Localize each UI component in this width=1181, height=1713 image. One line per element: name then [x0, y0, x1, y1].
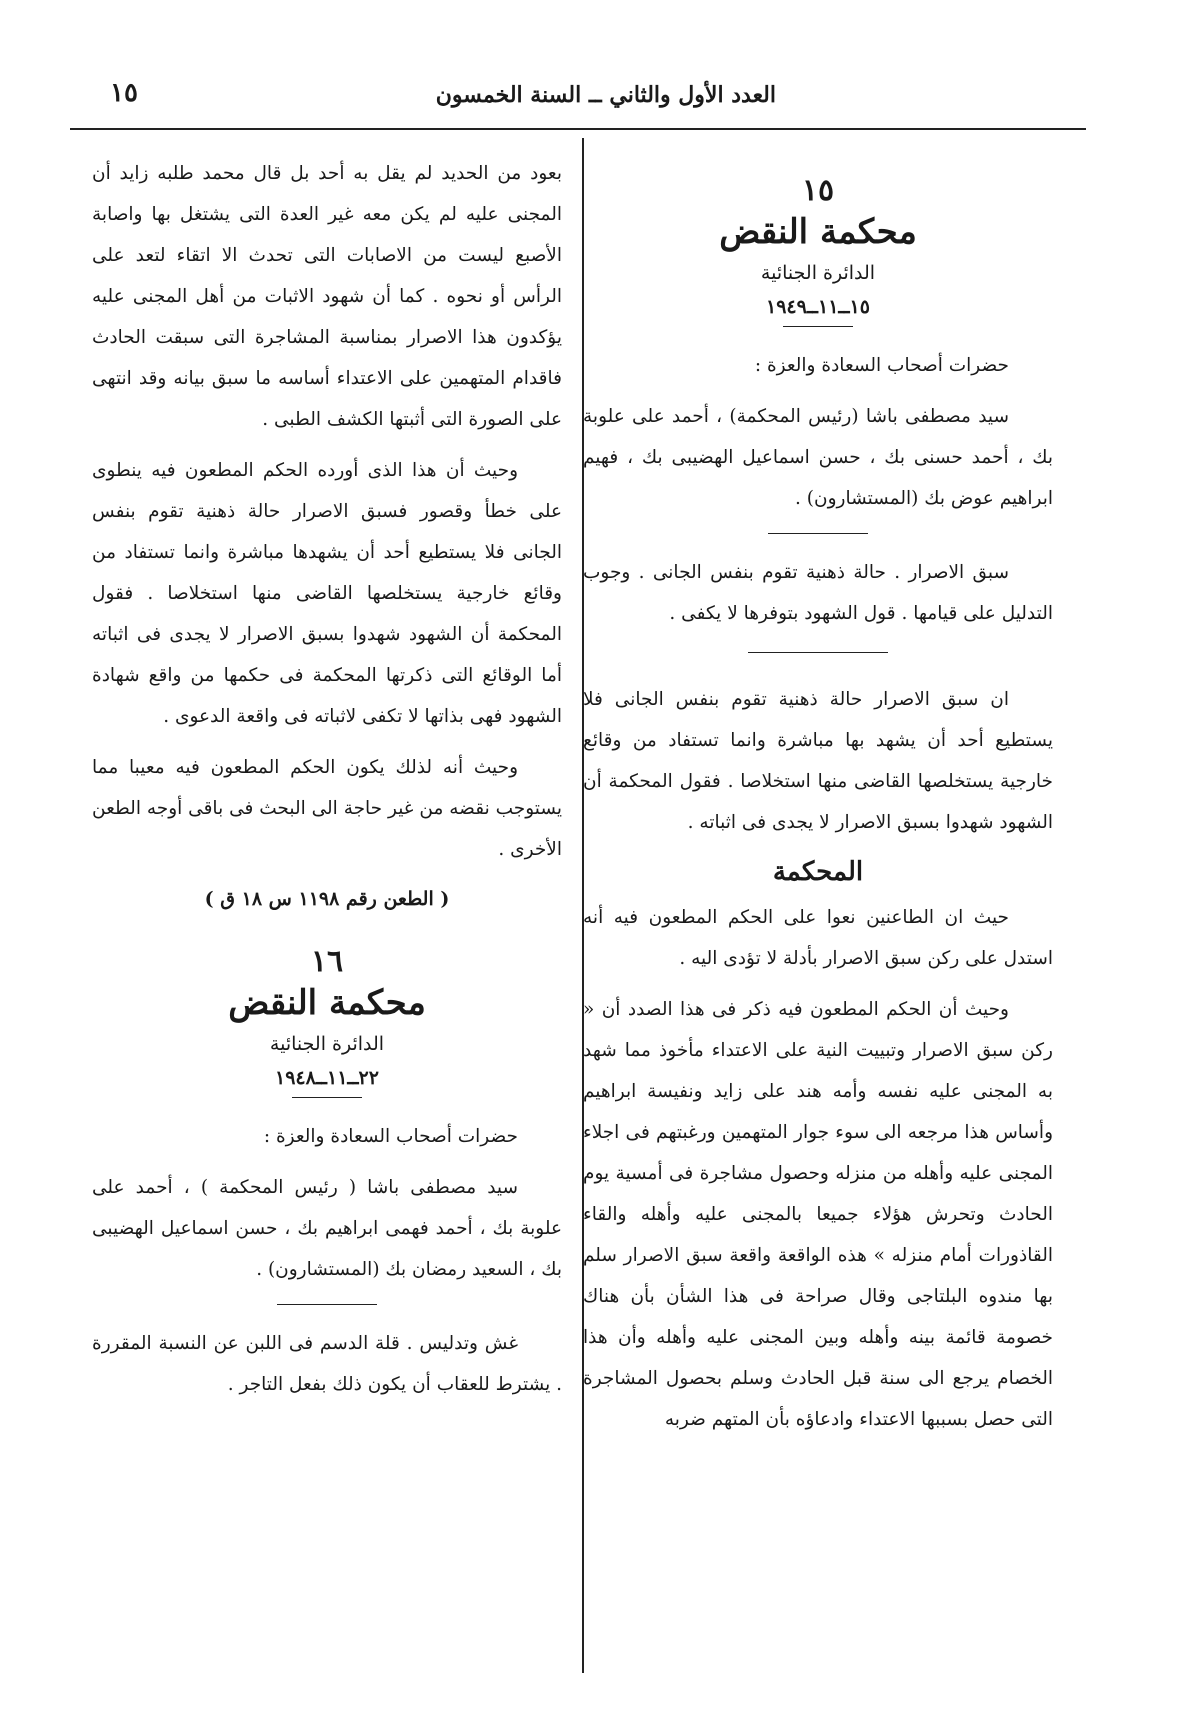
greeting: حضرات أصحاب السعادة والعزة :	[263, 1126, 518, 1147]
header-rule	[70, 128, 1086, 130]
case-date: ١٥ــ١١ــ١٩٤٩	[766, 296, 870, 318]
case-number: ١٥	[801, 173, 835, 208]
date-rule	[292, 1097, 362, 1098]
circuit-name: الدائرة الجنائية	[269, 1033, 385, 1055]
body-paragraph: وحيث أن الحكم المطعون فيه ذكر فى هذا الصدد أن « ركن سبق الاصرار وتبييت النية على الاعتداء مأخوذ مما شهد به المجنى عليه نفسه وأمه هند على زايد ونفيسة ابراهيم وأساس هذا مرجعه الى سوء جوار المتهمين ورغبتهم فى اجلاء المجنى عليه وأهله من منزله وحصول مشاجرة فى أمسية يوم الحادث وتحرش هؤلاء جميعا بالمجنى عليه وأهله والقاء القاذورات أمام منزله » هذه الواقعة واقعة سبق الاصرار سلم بها مندوه البلتاجى وقال صراحة فى هذا الشأن بأن هناك خصومة قائمة بينه وأهله وبين المجنى عليه وأهله وأن هذا الخصام يرجع الى سنة قبل الحادث وسلم بحصول المشاجرة التى حصل بسببها الاعتداء وادعاؤه بأن المتهم ضربه	[583, 999, 1053, 1430]
case-date: ٢٢ــ١١ــ١٩٤٨	[275, 1067, 379, 1089]
judges-list: سيد مصطفى باشا ( رئيس المحكمة ) ، أحمد على علوبة بك ، أحمد فهمى ابراهيم بك ، حسن اسماعيل الهضيبى بك ، السعيد رمضان بك (المستشارون) .	[92, 1177, 562, 1280]
left-column	[92, 153, 562, 1405]
case-summary: سبق الاصرار . حالة ذهنية تقوم بنفس الجانى . وجوب التدليل على قيامها . قول الشهود بتوفرها لا يكفى .	[583, 562, 1053, 624]
body-paragraph: بعود من الحديد لم يقل به أحد بل قال محمد طلبه زايد أن المجنى عليه لم يكن معه غير العدة التى يشتغل بها واصابة الأصبع ليست من الاصابات التى تحدث الا اتقاء لتعد على الرأس أو نحوه . كما أن شهود الاثبات من أهل المجنى عليه يؤكدون هذا الاصرار بمناسبة المشاجرة التى سبقت الحادث فاقدام المتهمين على الاعتداء أساسه ما سبق بيانه وقد انتهى على الصورة التى أثبتها الكشف الطبى .	[92, 163, 562, 430]
greeting: حضرات أصحاب السعادة والعزة :	[754, 355, 1009, 376]
running-header	[90, 78, 1081, 122]
body-paragraph: وحيث أنه لذلك يكون الحكم المطعون فيه معيبا مما يستوجب نقضه من غير حاجة الى البحث فى باقى أوجه الطعن الأخرى .	[92, 757, 562, 860]
separator-rule	[748, 652, 888, 653]
running-title: العدد الأول والثاني ــ السنة الخمسون	[435, 82, 776, 108]
right-column	[583, 155, 1053, 1440]
body-paragraph: وحيث أن هذا الذى أورده الحكم المطعون فيه ينطوى على خطأ وقصور فسبق الاصرار حالة ذهنية تقوم بنفس الجانى فلا يستطيع أحد أن يشهدها مباشرة وانما تستفاد من وقائع خارجية يستخلصها القاضى منها استخلاصا . فقول المحكمة أن الشهود شهدوا بسبق الاصرار لا يجدى فى اثباته أما الوقائع التى ذكرتها المحكمة فى حكمها من واقع شهادة الشهود فهى بذاتها لا تكفى لاثباته فى واقعة الدعوى .	[92, 460, 562, 727]
separator-rule	[768, 533, 868, 534]
judges-list: سيد مصطفى باشا (رئيس المحكمة) ، أحمد على علوبة بك ، أحمد حسنى بك ، حسن اسماعيل الهضيبى بك ، فهيم ابراهيم عوض بك (المستشارون) .	[583, 406, 1053, 509]
case-number: ١٦	[310, 944, 344, 979]
body-paragraph: حيث ان الطاعنين نعوا على الحكم المطعون فيه أنه استدل على ركن سبق الاصرار بأدلة لا تؤدى اليه .	[583, 907, 1053, 969]
court-title: محكمة النقض	[228, 983, 426, 1023]
court-title: محكمة النقض	[719, 212, 917, 252]
appeal-reference: ( الطعن رقم ١١٩٨ س ١٨ ق )	[204, 888, 450, 910]
section-title: المحكمة	[772, 857, 864, 887]
date-rule	[783, 326, 853, 327]
page-number: ١٥	[110, 78, 138, 108]
separator-rule	[277, 1304, 377, 1305]
circuit-name: الدائرة الجنائية	[760, 262, 876, 284]
legal-principle: ان سبق الاصرار حالة ذهنية تقوم بنفس الجانى فلا يستطيع أحد أن يشهد بها مباشرة وانما تستفاد من وقائع خارجية يستخلصها القاضى منها استخلاصا . فقول المحكمة أن الشهود شهدوا بسبق الاصرار لا يجدى فى اثباته .	[583, 689, 1053, 833]
case-summary: غش وتدليس . قلة الدسم فى اللبن عن النسبة المقررة . يشترط للعقاب أن يكون ذلك بفعل التاجر .	[92, 1333, 562, 1395]
